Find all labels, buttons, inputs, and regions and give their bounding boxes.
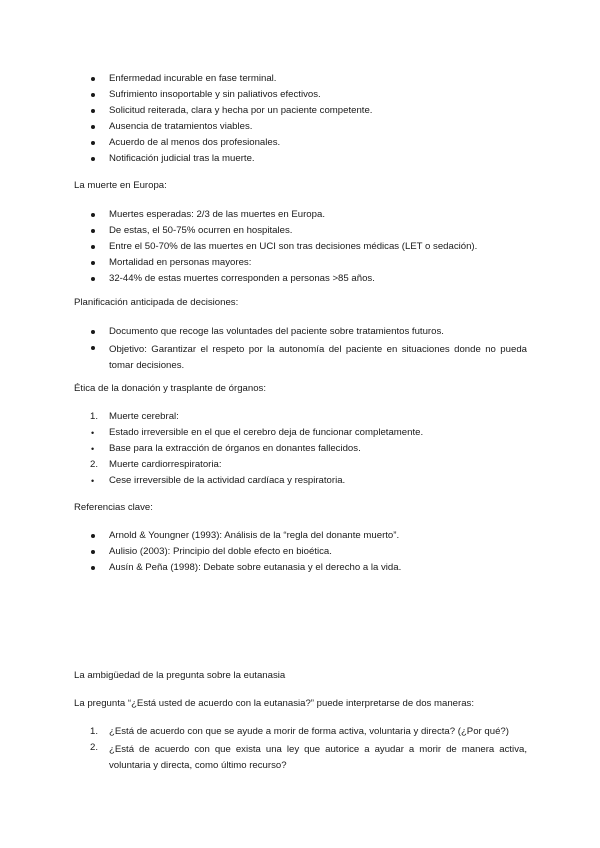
- list-item: Ausín & Peña (1998): Debate sobre eutanasia y el derecho a la vida.: [109, 562, 402, 573]
- list-item: Solicitud reiterada, clara y hecha por un paciente competente.: [109, 105, 373, 116]
- list-item: Arnold & Youngner (1993): Análisis de la “regla del donante muerto”.: [109, 530, 400, 541]
- bullet-icon: [91, 125, 95, 129]
- list-item: Muerte cerebral:: [109, 411, 179, 422]
- list-item: De estas, el 50-75% ocurren en hospitales.: [109, 225, 293, 236]
- list-item: ¿Está de acuerdo con que se ayude a morir de forma activa, voluntaria y directa? (¿Por qué?): [109, 726, 509, 737]
- bullet-icon: [91, 566, 95, 570]
- bullet-icon: •: [91, 476, 95, 486]
- list-item: Aulisio (2003): Principio del doble efecto en bioética.: [109, 546, 332, 557]
- bullet-icon: [91, 346, 95, 350]
- list-item: Muerte cardiorrespiratoria:: [109, 459, 222, 470]
- list-number: 2.: [90, 742, 99, 753]
- list-number: 2.: [90, 459, 99, 470]
- list-item: Muertes esperadas: 2/3 de las muertes en Europa.: [109, 209, 325, 220]
- section-heading-planning: Planificación anticipada de decisiones:: [74, 297, 239, 308]
- list-item: Base para la extracción de órganos en donantes fallecidos.: [109, 443, 361, 454]
- section-heading-ethics: Ética de la donación y trasplante de órganos:: [74, 383, 267, 394]
- list-item: Ausencia de tratamientos viables.: [109, 121, 253, 132]
- bullet-icon: [91, 277, 95, 281]
- bullet-icon: [91, 109, 95, 113]
- section-heading-europe: La muerte en Europa:: [74, 180, 167, 191]
- bullet-icon: [91, 229, 95, 233]
- list-item: Documento que recoge las voluntades del paciente sobre tratamientos futuros.: [109, 326, 444, 337]
- bullet-icon: [91, 330, 95, 334]
- list-item: Objetivo: Garantizar el respeto por la autonomía del paciente en situaciones donde no pueda tomar decisiones.: [109, 344, 527, 371]
- list-item: 32-44% de estas muertes corresponden a personas >85 años.: [109, 273, 375, 284]
- list-item: Enfermedad incurable en fase terminal.: [109, 73, 277, 84]
- list-item: Estado irreversible en el que el cerebro deja de funcionar completamente.: [109, 427, 424, 438]
- bullet-icon: [91, 261, 95, 265]
- bullet-icon: •: [91, 444, 95, 454]
- list-item: Mortalidad en personas mayores:: [109, 257, 252, 268]
- bullet-icon: •: [91, 428, 95, 438]
- bullet-icon: [91, 93, 95, 97]
- list-item: Entre el 50-70% de las muertes en UCI son tras decisiones médicas (LET o sedación).: [109, 241, 478, 252]
- list-item: Sufrimiento insoportable y sin paliativos efectivos.: [109, 89, 321, 100]
- list-item: ¿Está de acuerdo con que exista una ley que autorice a ayudar a morir de manera activa, voluntaria y directa, como último recurso?: [109, 744, 527, 771]
- bullet-icon: [91, 550, 95, 554]
- list-number: 1.: [90, 726, 99, 737]
- bullet-icon: [91, 213, 95, 217]
- list-item: Acuerdo de al menos dos profesionales.: [109, 137, 281, 148]
- list-item: Cese irreversible de la actividad cardíaca y respiratoria.: [109, 475, 346, 486]
- bullet-icon: [91, 245, 95, 249]
- bullet-icon: [91, 157, 95, 161]
- bullet-icon: [91, 77, 95, 81]
- list-number: 1.: [90, 411, 99, 422]
- bullet-icon: [91, 141, 95, 145]
- bullet-icon: [91, 534, 95, 538]
- section-heading-ambiguity: La ambigüedad de la pregunta sobre la eutanasia: [74, 670, 286, 681]
- list-item: Notificación judicial tras la muerte.: [109, 153, 255, 164]
- section-heading-references: Referencias clave:: [74, 502, 153, 513]
- ambiguity-intro: La pregunta “¿Está usted de acuerdo con la eutanasia?” puede interpretarse de dos maneras:: [74, 698, 474, 709]
